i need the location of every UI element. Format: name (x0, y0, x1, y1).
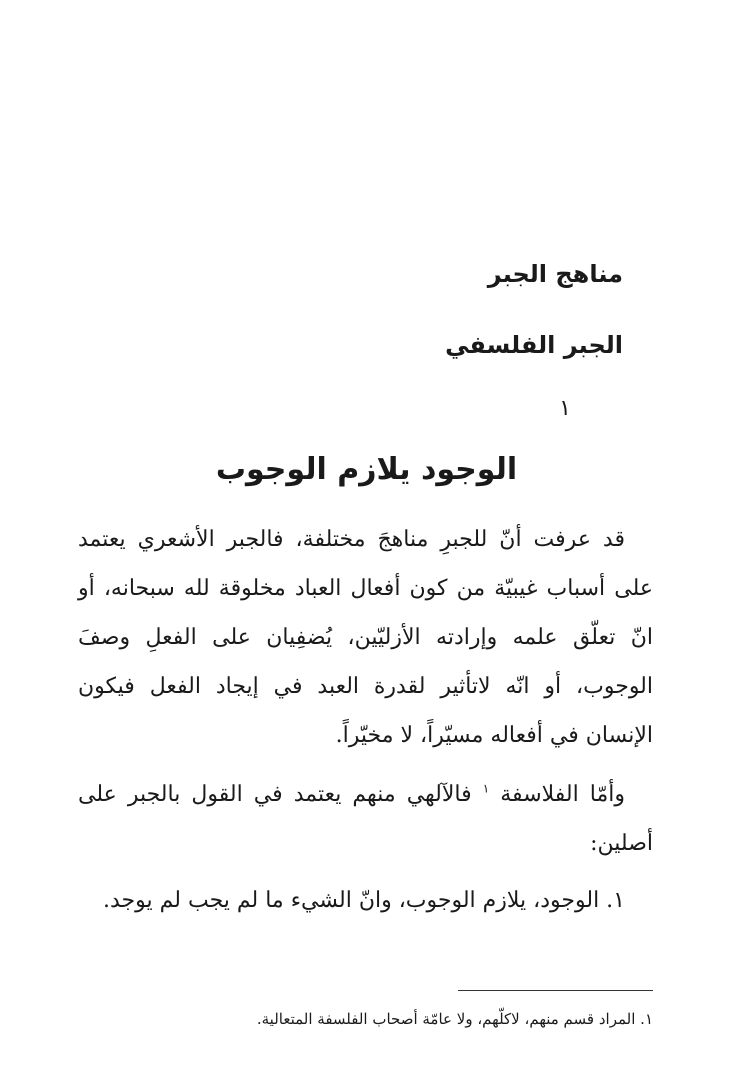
footnote-1: ١. المراد قسم منهم، لاكلّهم، ولا عامّة أصحاب الفلسفة المتعالية. (256, 1010, 653, 1028)
book-part-heading: مناهج الجبر (487, 260, 623, 288)
paragraph-2-rest: فالآلهي منهم يعتمد في القول بالجبر على أصلين: (78, 782, 653, 856)
chapter-number: ١ (559, 396, 571, 421)
footnote-divider (458, 990, 653, 991)
paragraph-3: ١. الوجود، يلازم الوجوب، وانّ الشيء ما لم يجب لم يوجد. (103, 888, 625, 913)
paragraph-2-lead: وأمّا الفلاسفة (500, 782, 625, 807)
chapter-title: الوجود يلازم الوجوب (215, 452, 518, 487)
paragraph-2 (78, 770, 653, 868)
footnote-reference[interactable]: ١ (482, 781, 490, 796)
section-heading: الجبر الفلسفي (445, 331, 623, 359)
paragraph-1: قد عرفت أنّ للجبرِ مناهجَ مختلفة، فالجبر الأشعري يعتمد على أسباب غيبيّة من كون أفعال العباد مخلوقة لله سبحانه، أو انّ تعلّق علمه وإرادته الأزليّين، يُضفِيان على الفعلِ وصفَ الوجوب، أو انّه لاتأثير لقدرة العبد في إيجاد الفعل فيكون الإنسان في أفعاله مسيّراً، لا مخيّراً. (78, 527, 653, 748)
